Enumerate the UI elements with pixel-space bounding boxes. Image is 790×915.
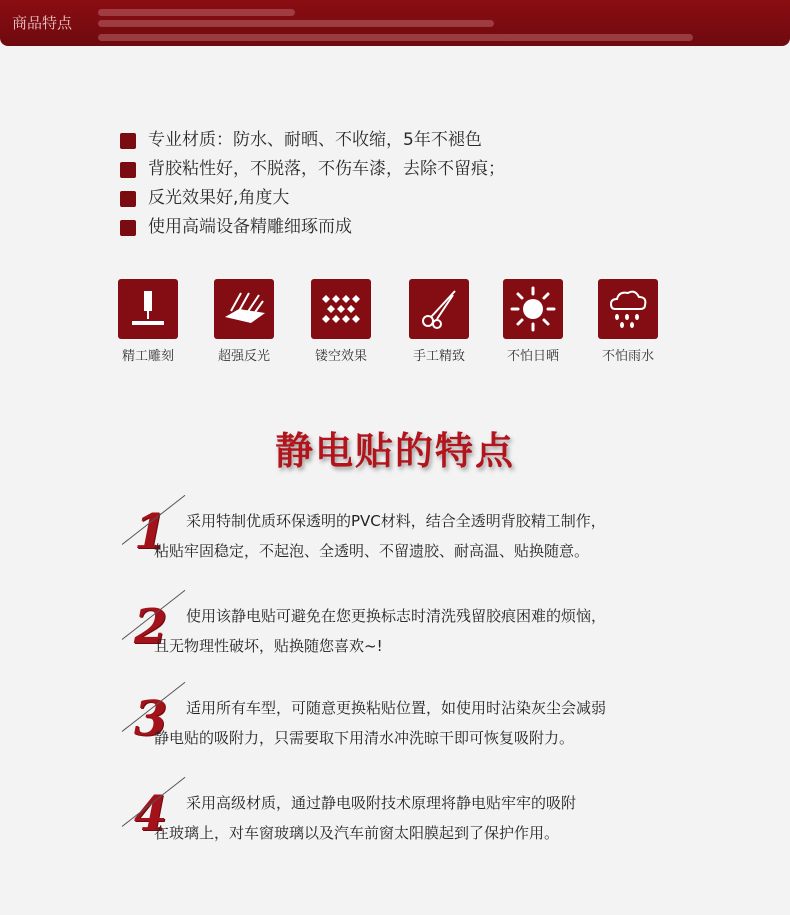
bullet-item (120, 185, 505, 214)
bullet-item (120, 127, 505, 156)
feature-handmade (394, 279, 484, 364)
engraving-tool-icon (118, 279, 178, 339)
bullet-text: 使用高端设备精雕细琢而成 (148, 217, 352, 237)
point-number: 2 (134, 599, 168, 655)
point-number: 3 (134, 691, 168, 747)
header-decor-line (98, 9, 295, 16)
point-text-line2: 且无物理性破坏，贴换随您喜欢~! (154, 637, 383, 655)
header-decor-line (98, 20, 494, 27)
sun-icon (503, 279, 563, 339)
bullet-text: 专业材质：防水、耐晒、不收缩，5年不褪色 (148, 130, 482, 150)
point-item (120, 599, 680, 679)
feature-sunproof (488, 279, 578, 364)
bullet-square-icon (120, 162, 136, 178)
bullet-item (120, 156, 505, 185)
bullet-square-icon (120, 220, 136, 236)
feature-label: 镂空效果 (314, 349, 367, 364)
point-text-line1: 使用该静电贴可避免在您更换标志时清洗残留胶痕困难的烦恼， (186, 607, 607, 625)
bullet-square-icon (120, 133, 136, 149)
feature-engraving (103, 279, 193, 364)
feature-label: 手工精致 (412, 349, 465, 364)
point-text-line1: 采用特制优质环保透明的PVC材料，结合全透明背胶精工制作， (186, 512, 606, 530)
point-text-line2: 在玻璃上，对车窗玻璃以及汽车前窗太阳膜起到了保护作用。 (154, 824, 560, 842)
feature-label: 超强反光 (217, 349, 270, 364)
bullet-square-icon (120, 191, 136, 207)
point-item (120, 786, 680, 866)
feature-rainproof (583, 279, 673, 364)
feature-icons-row (0, 279, 790, 369)
header-bar (0, 0, 790, 46)
header-title: 商品特点 (12, 14, 73, 32)
feature-reflective (199, 279, 289, 364)
section-title: 静电贴的特点 (274, 429, 515, 473)
scissors-icon (409, 279, 469, 339)
bullet-item (120, 214, 505, 243)
point-text-line1: 采用高级材质，通过静电吸附技术原理将静电贴牢牢的吸附 (186, 794, 577, 812)
bullet-text: 背胶粘性好，不脱落，不伤车漆，去除不留痕； (148, 159, 505, 179)
point-text-line1: 适用所有车型，可随意更换粘贴位置，如使用时沾染灰尘会减弱 (186, 699, 607, 717)
feature-label: 不怕雨水 (601, 349, 654, 364)
bullet-text: 反光效果好,角度大 (148, 188, 290, 208)
point-number: 1 (134, 504, 168, 560)
point-item (120, 504, 680, 584)
feature-label: 不怕日晒 (506, 349, 559, 364)
hollow-pattern-icon (311, 279, 371, 339)
header-decor-line (98, 34, 693, 41)
point-item (120, 691, 680, 771)
rain-cloud-icon (598, 279, 658, 339)
point-number: 4 (134, 786, 168, 842)
feature-label: 精工雕刻 (121, 349, 174, 364)
feature-hollow (296, 279, 386, 364)
point-text-line2: 粘贴牢固稳定，不起泡、全透明、不留遗胶、耐高温、贴换随意。 (154, 542, 590, 560)
feature-bullet-list (120, 127, 505, 243)
point-text-line2: 静电贴的吸附力，只需要取下用清水冲洗晾干即可恢复吸附力。 (154, 729, 575, 747)
reflective-light-icon (214, 279, 274, 339)
